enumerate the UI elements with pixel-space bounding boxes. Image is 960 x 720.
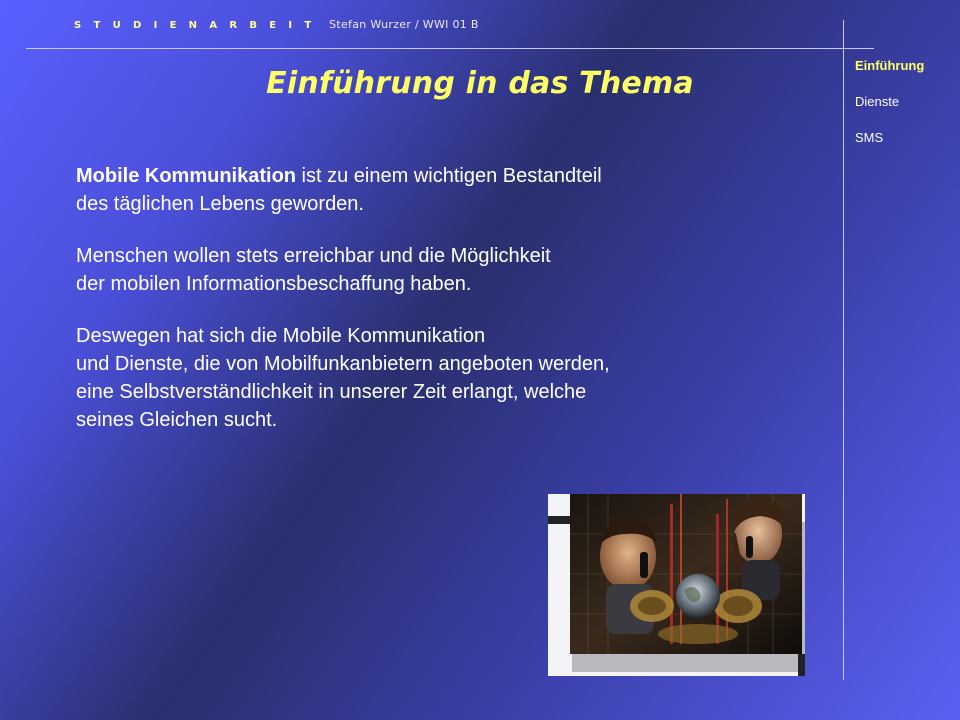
paragraph-1-line-2: des täglichen Lebens geworden. (76, 193, 364, 215)
bold-term: Mobile Kommunikation (76, 165, 296, 187)
paragraph-3-line-2: und Dienste, die von Mobilfunkanbietern angeboten werden, (76, 353, 610, 375)
paragraph-1-line-1: ist zu einem wichtigen Bestandteil (296, 165, 602, 187)
header-studienarbeit: S T U D I E N A R B E I T (74, 20, 316, 31)
slide-title: Einführung in das Thema (266, 66, 694, 101)
slide-body (76, 162, 776, 458)
mobile-communication-image (548, 494, 805, 676)
nav-item-sms[interactable]: SMS (855, 130, 884, 145)
header-divider (26, 48, 874, 49)
header-author: Stefan Wurzer / WWI 01 B (329, 18, 479, 31)
paragraph-3-line-4: seines Gleichen sucht. (76, 409, 278, 431)
paragraph-1 (76, 162, 776, 218)
nav-item-einfuehrung[interactable]: Einführung (855, 58, 925, 73)
paragraph-3 (76, 322, 776, 434)
paragraph-2-line-1: Menschen wollen stets erreichbar und die Möglichkeit (76, 245, 551, 267)
paragraph-2 (76, 242, 776, 298)
paragraph-3-line-1: Deswegen hat sich die Mobile Kommunikation (76, 325, 486, 347)
paragraph-2-line-2: der mobilen Informationsbeschaffung haben. (76, 273, 472, 295)
sidebar-divider (843, 20, 844, 680)
paragraph-3-line-3: eine Selbstverständlichkeit in unserer Zeit erlangt, welche (76, 381, 587, 403)
slide-nav (855, 56, 924, 164)
nav-item-dienste[interactable]: Dienste (855, 94, 900, 109)
slide-header (74, 18, 479, 31)
